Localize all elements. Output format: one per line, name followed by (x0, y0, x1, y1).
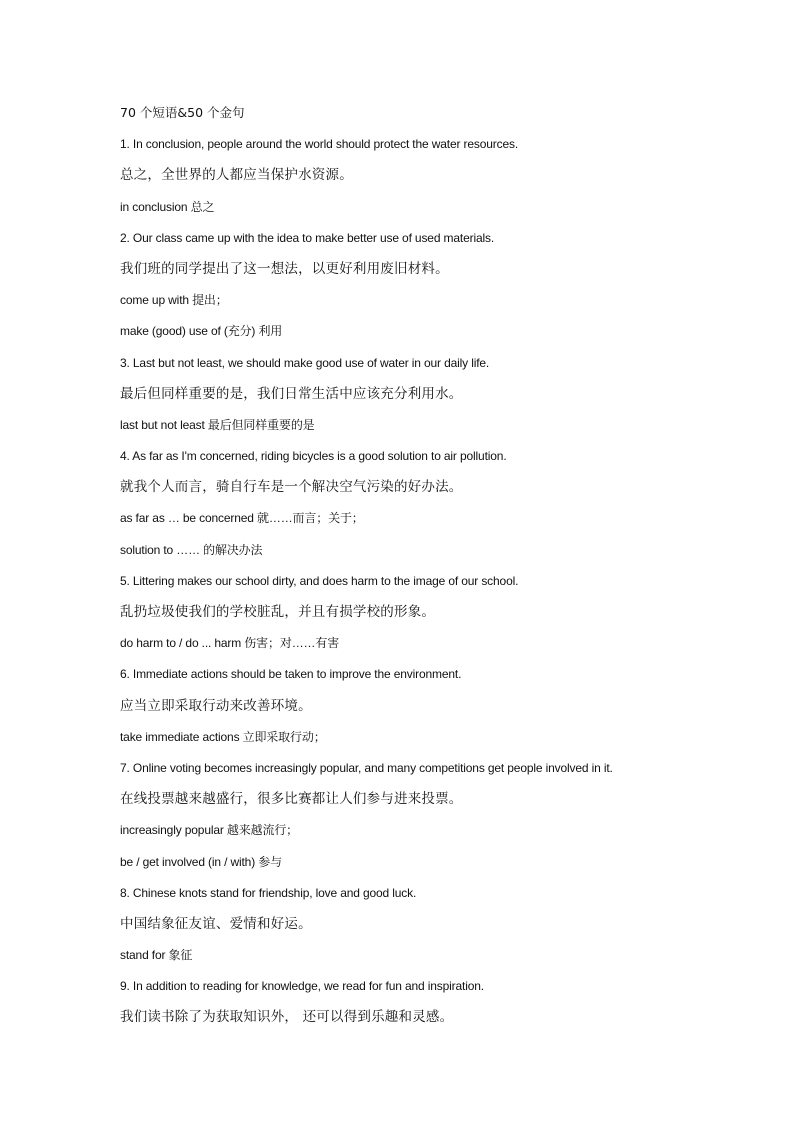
sentence-5-english: 5. Littering makes our school dirty, and does harm to the image of our school. (120, 573, 519, 588)
phrase-take-immediate-actions: take immediate actions 立即采取行动； (120, 729, 326, 744)
phrase-do-harm-to: do harm to / do ... harm 伤害；对……有害 (120, 636, 340, 651)
sentence-1-english: 1. In conclusion, people around the world should protect the water resources. (120, 137, 519, 152)
sentence-7-english: 7. Online voting becomes increasingly popular, and many competitions get people involved in it. (120, 760, 613, 775)
sentence-4-chinese: 就我个人而言，骑自行车是一个解决空气污染的好办法。 (120, 479, 463, 496)
phrase-increasingly-popular: increasingly popular 越来越流行； (120, 823, 299, 838)
document-body (120, 104, 720, 1040)
phrase-get-involved: be / get involved (in / with) 参与 (120, 854, 282, 869)
sentence-4-english: 4. As far as I'm concerned, riding bicycles is a good solution to air pollution. (120, 449, 507, 464)
phrase-in-conclusion: in conclusion 总之 (120, 199, 215, 214)
phrase-make-use-of: make (good) use of (充分) 利用 (120, 324, 283, 339)
document-title: 70 个短语&50 个金句 (120, 105, 245, 120)
sentence-6-chinese: 应当立即采取行动来改善环境。 (120, 697, 312, 714)
sentence-8-chinese: 中国结象征友谊、爱情和好运。 (120, 915, 312, 932)
sentence-6-english: 6. Immediate actions should be taken to improve the environment. (120, 667, 462, 682)
sentence-2-chinese: 我们班的同学提出了这一想法，以更好利用废旧材料。 (120, 260, 449, 277)
sentence-3-english: 3. Last but not least, we should make good use of water in our daily life. (120, 355, 490, 370)
sentence-2-english: 2. Our class came up with the idea to make better use of used materials. (120, 230, 495, 245)
phrase-come-up-with: come up with 提出； (120, 293, 228, 308)
sentence-1-chinese: 总之，全世界的人都应当保护水资源。 (120, 167, 353, 184)
sentence-7-chinese: 在线投票越来越盛行，很多比赛都让人们参与进来投票。 (120, 791, 463, 808)
sentence-5-chinese: 乱扔垃圾使我们的学校脏乱，并且有损学校的形象。 (120, 604, 436, 620)
phrase-solution-to: solution to …… 的解决办法 (120, 542, 263, 557)
phrase-last-but-not-least: last but not least 最后但同样重要的是 (120, 417, 315, 432)
sentence-8-english: 8. Chinese knots stand for friendship, love and good luck. (120, 885, 417, 900)
phrase-as-far-as: as far as … be concerned 就……而言；关于； (120, 511, 364, 526)
sentence-9-chinese: 我们读书除了为获取知识外， 还可以得到乐趣和灵感。 (120, 1009, 454, 1026)
sentence-3-chinese: 最后但同样重要的是，我们日常生活中应该充分利用水。 (120, 385, 463, 402)
phrase-stand-for: stand for 象征 (120, 948, 193, 963)
sentence-9-english: 9. In addition to reading for knowledge, we read for fun and inspiration. (120, 979, 484, 994)
